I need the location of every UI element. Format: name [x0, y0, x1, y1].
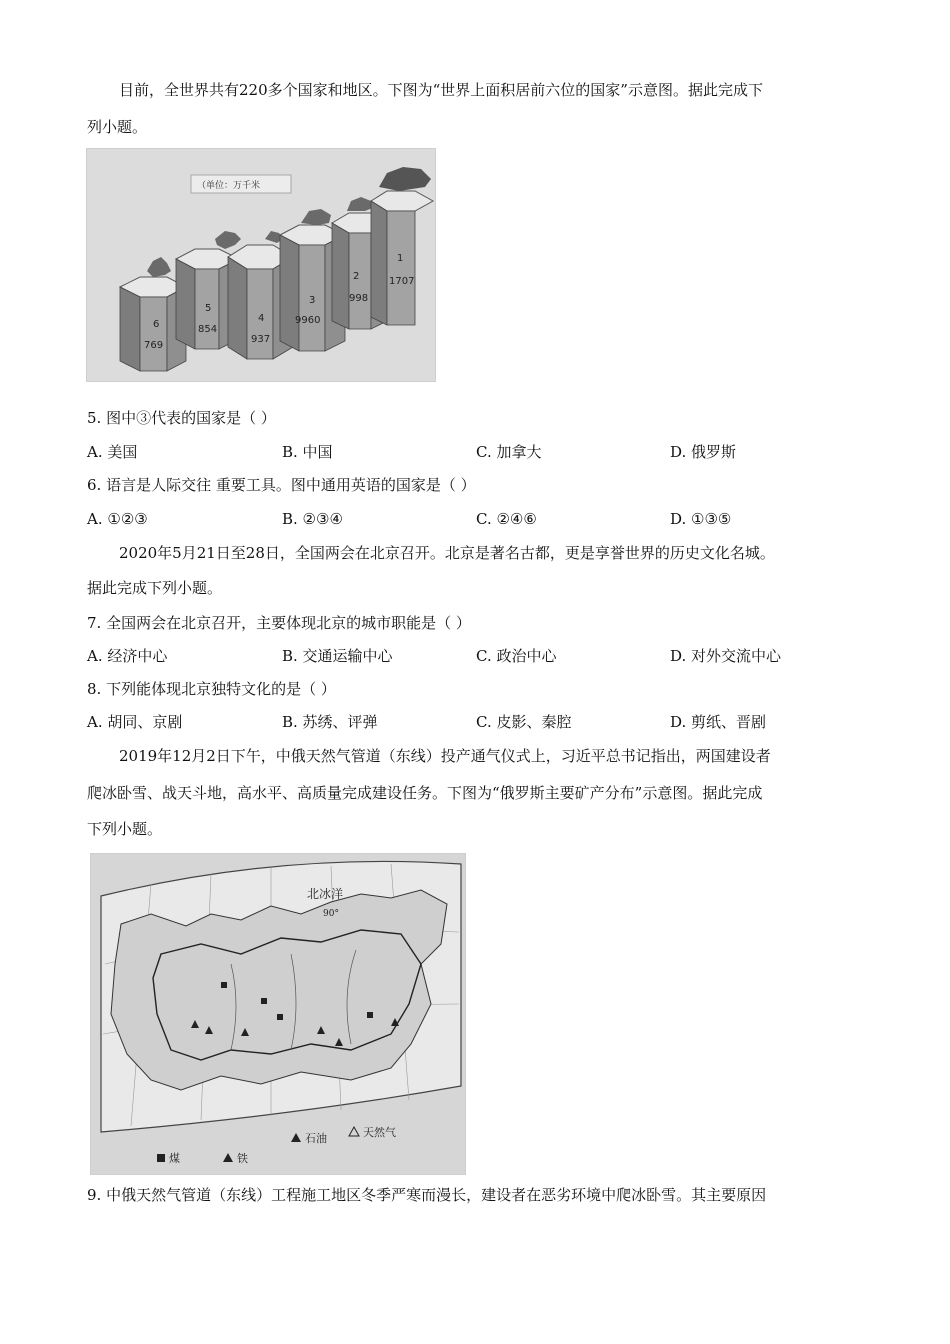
question-6-stem: 6. 语言是人际交往 重要工具。图中通用英语的国家是（ ）: [87, 476, 476, 494]
question-6-option-b[interactable]: B. ②③④: [282, 510, 343, 528]
coal-legend-icon: [157, 1154, 165, 1162]
unit-label: （单位：万千米: [197, 181, 261, 191]
area-pillars-illustration: [87, 149, 435, 381]
pillar-value: 854: [198, 324, 218, 335]
question-8-option-d[interactable]: D. 剪纸、晋剧: [670, 713, 767, 731]
question-6-option-c[interactable]: C. ②④⑥: [476, 510, 537, 528]
question-8-option-b[interactable]: B. 苏绣、评弹: [282, 713, 378, 731]
russia-minerals-map: [90, 853, 466, 1175]
legend-iron-label: 铁: [237, 1152, 248, 1165]
coal-symbol-icon: [367, 1012, 373, 1018]
pillar-rank: 5: [205, 303, 212, 314]
meridian-label: 90°: [323, 909, 339, 919]
pillar-value: 1707: [389, 276, 415, 287]
pillar-rank: 1: [397, 253, 404, 264]
question-7-option-b[interactable]: B. 交通运输中心: [282, 647, 393, 665]
coal-symbol-icon: [277, 1014, 283, 1020]
question-5-option-d[interactable]: D. 俄罗斯: [670, 443, 737, 461]
question-7-stem: 7. 全国两会在北京召开，主要体现北京的城市职能是（ ）: [87, 614, 471, 632]
question-5-option-b[interactable]: B. 中国: [282, 443, 333, 461]
intro-paragraph-3-line-2: 爬冰卧雪、战天斗地，高水平、高质量完成建设任务。下图为“俄罗斯主要矿产分布”示意图。据此完成: [87, 784, 763, 802]
question-5-stem: 5. 图中③代表的国家是（ ）: [87, 409, 276, 427]
coal-symbol-icon: [221, 982, 227, 988]
question-7-option-a[interactable]: A. 经济中心: [87, 647, 168, 665]
question-7-option-d[interactable]: D. 对外交流中心: [670, 647, 782, 665]
question-8-option-c[interactable]: C. 皮影、秦腔: [476, 713, 572, 731]
pillar-rank: 4: [258, 313, 265, 324]
arctic-ocean-label: 北冰洋: [307, 887, 344, 901]
intro-paragraph-2-line-1: 2020年5月21日至28日，全国两会在北京召开。北京是著名古都，更是享誉世界的历史文化名城。: [119, 544, 775, 562]
question-7-option-c[interactable]: C. 政治中心: [476, 647, 557, 665]
question-8-option-a[interactable]: A. 胡同、京剧: [87, 713, 183, 731]
question-9-stem: 9. 中俄天然气管道（东线）工程施工地区冬季严寒而漫长，建设者在恶劣环境中爬冰卧雪。其主要原因: [87, 1186, 767, 1204]
question-5-option-c[interactable]: C. 加拿大: [476, 443, 542, 461]
area-pillars-figure: [86, 148, 436, 382]
coal-symbol-icon: [261, 998, 267, 1004]
question-8-stem: 8. 下列能体现北京独特文化的是（ ）: [87, 680, 336, 698]
pillar-value: 937: [251, 334, 271, 345]
russia-map-illustration: [91, 854, 465, 1174]
question-6-option-d[interactable]: D. ①③⑤: [670, 510, 732, 528]
intro-paragraph-1-line-2: 列小题。: [87, 118, 148, 136]
question-6-option-a[interactable]: A. ①②③: [87, 510, 148, 528]
intro-paragraph-2-line-2: 据此完成下列小题。: [87, 579, 223, 597]
pillar-rank: 3: [309, 295, 316, 306]
pillar-value: 769: [144, 340, 164, 351]
intro-paragraph-3-line-3: 下列小题。: [87, 820, 163, 838]
legend-oil-label: 石油: [305, 1132, 327, 1145]
intro-paragraph-1-line-1: 目前，全世界共有220多个国家和地区。下图为“世界上面积居前六位的国家”示意图。据此完成下: [119, 81, 763, 99]
legend-gas-label: 天然气: [363, 1126, 396, 1139]
pillar-rank: 6: [153, 319, 160, 330]
pillar-rank: 2: [353, 271, 360, 282]
legend-coal-label: 煤: [169, 1152, 180, 1165]
pillar-value: 998: [349, 293, 369, 304]
pillar-value: 9960: [295, 315, 321, 326]
question-5-option-a[interactable]: A. 美国: [87, 443, 138, 461]
intro-paragraph-3-line-1: 2019年12月2日下午，中俄天然气管道（东线）投产通气仪式上，习近平总书记指出，两国建设者: [119, 747, 771, 765]
